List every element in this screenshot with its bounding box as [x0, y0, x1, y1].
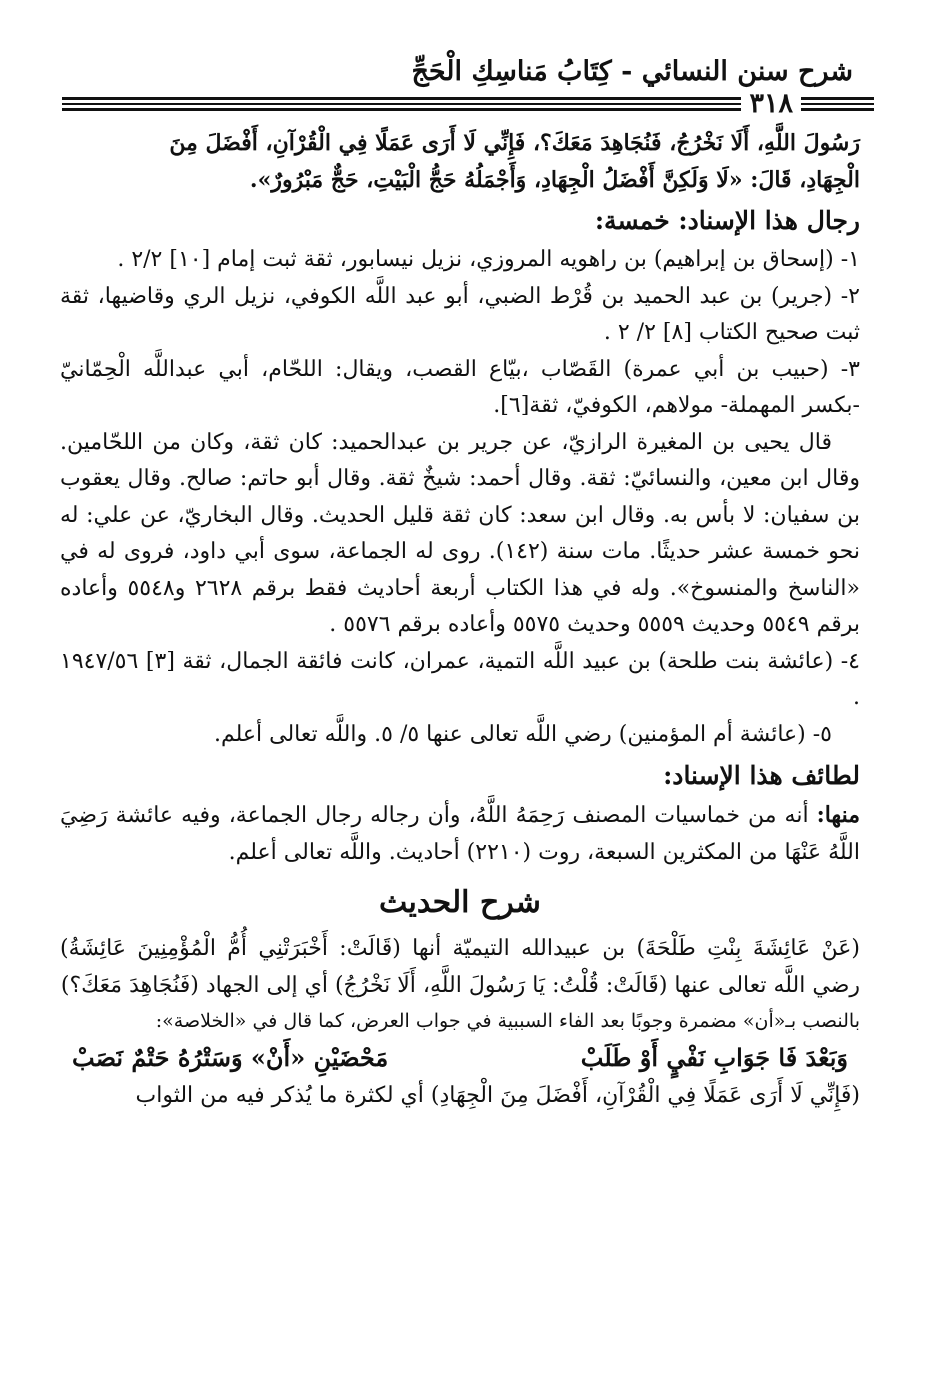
verse-second-hemistich: مَحْضَيْنِ «أَنْ» وَسَتْرُهُ حَتْمٌ نَصَبْ	[72, 1043, 389, 1072]
commentary-paragraph-3: (فَإِنِّي لَا أَرَى عَمَلًا فِي الْقُرْآنِ، أَفْضَلَ مِنَ الْجِهَادِ) أي لكثرة ما يُذكر فيه من الثواب	[135, 1083, 860, 1108]
narrator-item-3: ٣- (حبيب بن أبي عمرة) القَصّاب ،بيّاع القصب، ويقال: اللحّام، أبي عبداللَّه الْحِمّانيّ -بكسر المهملة- مولاهم، الكوفيّ، ثقة[٦].	[60, 356, 860, 418]
page-number: ٣١٨	[741, 88, 801, 119]
commentary-title: شرح الحديث	[379, 885, 541, 920]
narrator-item-2: ٢- (جرير) بن عبد الحميد بن قُرْط الضبي، أبو عبد اللَّه الكوفي، نزيل الري وقاضيها، ثقة ثبت صحيح الكتاب [٨] ٢/ ٢ .	[60, 283, 860, 345]
running-title: شرح سنن النسائي - كِتَابُ مَناسِكِ الْحَجِّ	[411, 56, 853, 87]
page-body	[60, 125, 860, 1115]
commentary-paragraph-2: بالنصب بـ«أن» مضمرة وجوبًا بعد الفاء السببية في جواب العرض، كما قال في «الخلاصة»:	[155, 1010, 860, 1032]
commentary-paragraph-1: (عَنْ عَائِشَةَ بِنْتِ طَلْحَةَ) بن عبيدالله التيميّة أنها (قَالَتْ: أَخْبَرَتْنِي أُمُّ الْمُؤْمِنِينَ عَائِشَةُ) رضي اللَّه تعالى عنها (قَالَتْ: قُلْتُ: يَا رَسُولَ اللَّهِ، أَلَا نَخْرُجُ) أي إلى الجهاد (فَنُجَاهِدَ مَعَكَ؟)	[60, 936, 860, 998]
subtleties-text	[60, 797, 860, 871]
verse-first-hemistich: وَبَعْدَ فَا جَوَابِ نَفْيٍ أَوْ طَلَبْ	[580, 1043, 848, 1072]
narrator-item-3-details: قال يحيى بن المغيرة الرازيّ، عن جرير بن عبدالحميد: كان ثقة، وكان من اللحّامين. وقال ابن معين، والنسائيّ: ثقة. وقال أحمد: شيخٌ ثقة. وقال أبو حاتم: صالح. وقال يعقوب بن سفيان: لا بأس به. وقال ابن سعد: كان ثقة قليل الحديث. وقال البخاريّ، عن علي: له نحو خمسة عشر حديثًا. مات سنة (١٤٢). روى له الجماعة، سوى أبي داود، فروى له في «الناسخ والمنسوخ». وله في هذا الكتاب أربعة أحاديث فقط برقم ٢٦٢٨ و٥٥٤٨ وأعاده برقم ٥٥٤٩ وحديث ٥٥٥٩ وحديث ٥٥٧٥ وأعاده برقم ٥٥٧٦ .	[60, 429, 860, 637]
verse-separator	[465, 1038, 505, 1078]
subtleties-label: منها:	[816, 802, 860, 828]
narrator-item-1: ١- (إسحاق بن إبراهيم) بن راهويه المروزي، نزيل نيسابور، ثقة ثبت إمام [١٠] ٢/٢ .	[117, 247, 860, 272]
subtleties-heading: لطائف هذا الإسناد:	[663, 761, 860, 790]
narrator-item-4: ٤- (عائشة بنت طلحة) بن عبيد اللَّه التمية، عمران، كانت فائقة الجمال، ثقة [٣] ١٩٤٧/٥٦ .	[60, 648, 860, 710]
hadith-text-line-1: رَسُولَ اللَّهِ، أَلَا نَخْرُجُ، فَنُجَاهِدَ مَعَكَ؟، فَإِنِّي لَا أَرَى عَمَلًا فِي الْقُرْآنِ، أَفْضَلَ مِنَ	[169, 130, 860, 156]
subtleties-body: أنه من خماسيات المصنف رَحِمَهُ اللَّهُ، وأن رجاله رجال الجماعة، وفيه عائشة رَضِيَ اللَّهُ عَنْهَا من المكثرين السبعة، روت (٢٢١٠) أحاديث. واللَّه تعالى أعلم.	[60, 803, 860, 865]
verse-line	[60, 1038, 860, 1078]
hadith-text-line-2: الْجِهَادِ، قَالَ: «لَا وَلَكِنَّ أَفْضَلُ الْجِهَادِ، وَأَجْمَلُهُ حَجُّ الْبَيْتِ، حَجٌّ مَبْرُورٌ».	[249, 166, 860, 193]
narrator-item-5: ٥- (عائشة أم المؤمنين) رضي اللَّه تعالى عنها ٥/ ٥. واللَّه تعالى أعلم.	[213, 721, 832, 747]
narrators-heading: رجال هذا الإسناد: خمسة:	[594, 206, 860, 235]
